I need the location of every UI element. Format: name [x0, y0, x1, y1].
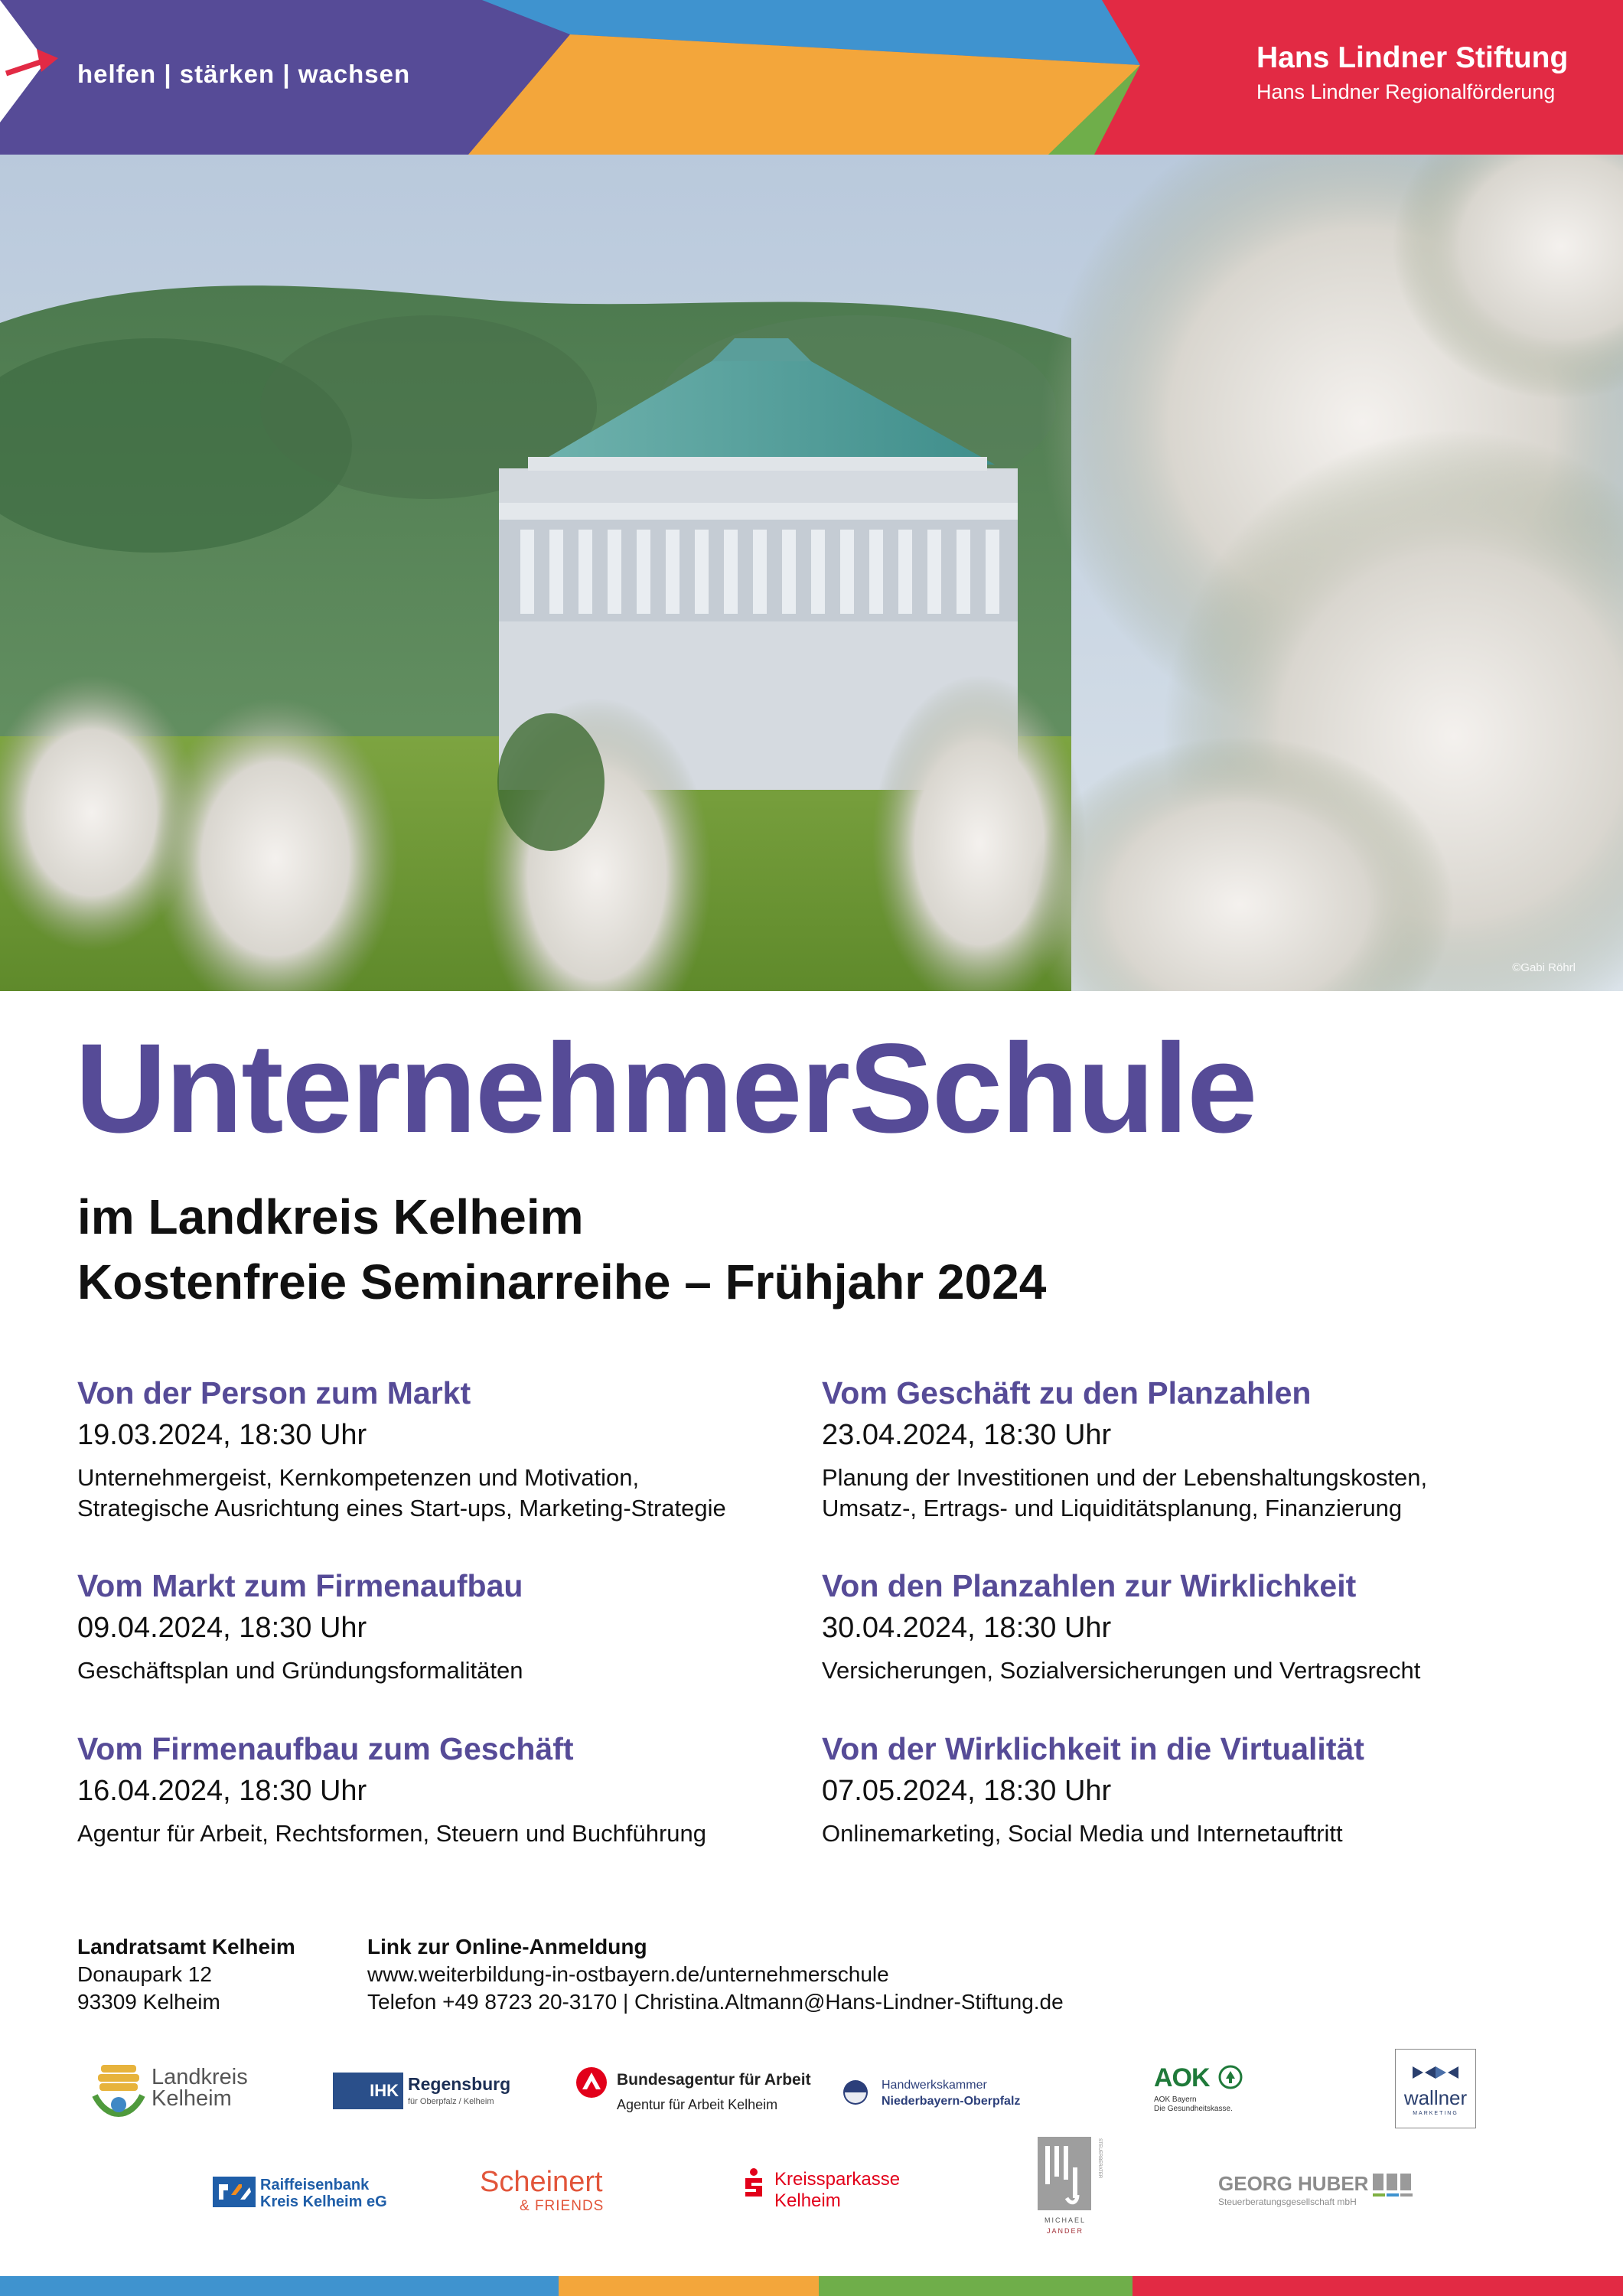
seminar-title: Von der Wirklichkeit in die Virtualität [822, 1731, 1364, 1766]
seminar-title: Vom Geschäft zu den Planzahlen [822, 1375, 1312, 1411]
contact-registration [367, 1933, 1064, 2016]
seminar-6 [822, 1730, 1556, 1849]
bundesagentur-icon [575, 2066, 608, 2099]
contact-address [77, 1933, 295, 2016]
contact-phone-email[interactable]: Telefon +49 8723 20-3170 | Christina.Altmann@Hans-Lindner-Stiftung.de [367, 1990, 1064, 2014]
raiba-line-1: Raiffeisenbank [260, 2177, 370, 2193]
scheinert-wordmark: Scheinert [480, 2166, 603, 2198]
ihk-badge: IHK [333, 2073, 403, 2109]
seminar-date: 07.05.2024, 18:30 Uhr [822, 1775, 1112, 1807]
huber-sub: Steuerberatungsgesellschaft mbH [1218, 2197, 1357, 2207]
scheinert-sub: & FRIENDS [520, 2198, 605, 2214]
jander-side-text: STEUERBERATER [1097, 2138, 1102, 2179]
georg-huber-logo [1218, 2172, 1425, 2210]
raiffeisenbank-logo [213, 2174, 396, 2212]
michael-jander-logo [1035, 2137, 1119, 2241]
seminar-description-line: Planung der Investitionen und der Lebenshaltungskosten, [822, 1464, 1428, 1491]
seminar-date: 16.04.2024, 18:30 Uhr [77, 1775, 367, 1807]
landkreis-line-1: Landkreis [152, 2065, 248, 2089]
seminar-2 [77, 1567, 812, 1686]
hwk-line-1: Handwerkskammer [882, 2079, 987, 2092]
aok-sub-1: AOK Bayern [1154, 2095, 1197, 2104]
seminar-date: 09.04.2024, 18:30 Uhr [77, 1612, 367, 1644]
huber-wordmark: GEORG HUBER [1218, 2172, 1369, 2195]
ihk-regensburg-logo [333, 2073, 511, 2111]
seminar-4 [822, 1374, 1556, 1524]
sparkasse-icon [742, 2167, 765, 2198]
seminar-description-line: Agentur für Arbeit, Rechtsformen, Steuern und Buchführung [77, 1820, 706, 1847]
seminar-description-line: Geschäftsplan und Gründungsformalitäten [77, 1657, 523, 1684]
page-title: UnternehmerSchule [75, 1018, 1256, 1159]
ksk-line-1: Kreissparkasse [774, 2169, 901, 2190]
seminar-description [822, 1655, 1556, 1686]
landkreis-emblem-icon [92, 2062, 145, 2120]
kreissparkasse-logo [742, 2166, 918, 2219]
bundesagentur-logo [574, 2066, 826, 2120]
aok-logo [1154, 2063, 1269, 2122]
wallner-icon [1413, 2063, 1458, 2082]
befreiungshalle-orchard-illustration [0, 155, 1623, 991]
subtitle [77, 1185, 1046, 1315]
handwerkskammer-icon [842, 2079, 869, 2106]
handwerkskammer-logo [842, 2074, 1041, 2112]
photo-credit: ©Gabi Röhrl [1512, 961, 1576, 974]
header-band [0, 0, 1623, 155]
bottom-color-bar [0, 2276, 1623, 2296]
jander-emblem-icon [1038, 2137, 1091, 2210]
seminar-title: Vom Firmenaufbau zum Geschäft [77, 1731, 574, 1766]
aok-tree-icon [1218, 2065, 1243, 2089]
raiba-line-2: Kreis Kelheim eG [260, 2193, 387, 2210]
aok-sub-2: Die Gesundheitskasse. [1154, 2105, 1233, 2113]
seminar-date: 30.04.2024, 18:30 Uhr [822, 1612, 1112, 1644]
brand-subtitle: Hans Lindner Regionalförderung [1256, 80, 1556, 103]
seminar-title: Vom Markt zum Firmenaufbau [77, 1568, 523, 1603]
jander-line-1: MICHAEL [1044, 2216, 1086, 2224]
seminar-title: Von der Person zum Markt [77, 1375, 471, 1411]
seminar-date: 23.04.2024, 18:30 Uhr [822, 1419, 1112, 1451]
ba-sub: Agentur für Arbeit Kelheim [617, 2097, 778, 2112]
ksk-line-2: Kelheim [774, 2190, 841, 2211]
contact-street: Donaupark 12 [77, 1962, 212, 1986]
subtitle-line-1: im Landkreis Kelheim [77, 1189, 584, 1244]
seminar-description [77, 1818, 812, 1849]
seminar-description [822, 1818, 1556, 1849]
hwk-line-2: Niederbayern-Oberpfalz [882, 2095, 1021, 2108]
hero-photo [0, 155, 1623, 991]
registration-url[interactable]: www.weiterbildung-in-ostbayern.de/unternehmerschule [367, 1962, 889, 1986]
raiffeisenbank-icon [213, 2177, 256, 2207]
landkreis-line-2: Kelheim [152, 2086, 232, 2111]
seminar-date: 19.03.2024, 18:30 Uhr [77, 1419, 367, 1451]
landkreis-kelheim-logo [92, 2060, 260, 2122]
wallner-wordmark: wallner [1403, 2086, 1468, 2109]
aok-wordmark: AOK [1154, 2063, 1210, 2092]
huber-bars-icon [1373, 2172, 1416, 2198]
seminar-3 [77, 1730, 812, 1849]
registration-label: Link zur Online-Anmeldung [367, 1935, 647, 1958]
seminar-description-line: Onlinemarketing, Social Media und Internetauftritt [822, 1820, 1343, 1847]
tagline: helfen | stärken | wachsen [77, 60, 411, 88]
ihk-sub: für Oberpfalz / Kelheim [408, 2097, 494, 2106]
seminar-description-line: Umsatz-, Ertrags- und Liquiditätsplanung, Finanzierung [822, 1495, 1403, 1521]
hans-lindner-logo-icon [0, 0, 61, 122]
wallner-marketing-logo [1395, 2049, 1476, 2128]
brand-name: Hans Lindner Stiftung [1256, 41, 1569, 74]
subtitle-line-2: Kostenfreie Seminarreihe – Frühjahr 2024 [77, 1254, 1047, 1309]
seminar-5 [822, 1567, 1556, 1686]
seminar-description-line: Strategische Ausrichtung eines Start-ups, Marketing-Strategie [77, 1495, 726, 1521]
wallner-sub: MARKETING [1413, 2111, 1458, 2116]
scheinert-friends-logo [480, 2166, 618, 2219]
ba-name: Bundesagentur für Arbeit [617, 2071, 811, 2089]
ihk-name: Regensburg [408, 2074, 511, 2094]
jander-line-2: JANDER [1046, 2227, 1084, 2235]
contact-city: 93309 Kelheim [77, 1990, 220, 2014]
contact-org: Landratsamt Kelheim [77, 1935, 295, 1958]
seminar-description [822, 1463, 1556, 1524]
seminar-description [77, 1655, 812, 1686]
seminar-description [77, 1463, 812, 1524]
seminar-description-line: Versicherungen, Sozialversicherungen und Vertragsrecht [822, 1657, 1421, 1684]
seminar-title: Von den Planzahlen zur Wirklichkeit [822, 1568, 1357, 1603]
seminar-description-line: Unternehmergeist, Kernkompetenzen und Motivation, [77, 1464, 640, 1491]
seminar-1 [77, 1374, 812, 1524]
